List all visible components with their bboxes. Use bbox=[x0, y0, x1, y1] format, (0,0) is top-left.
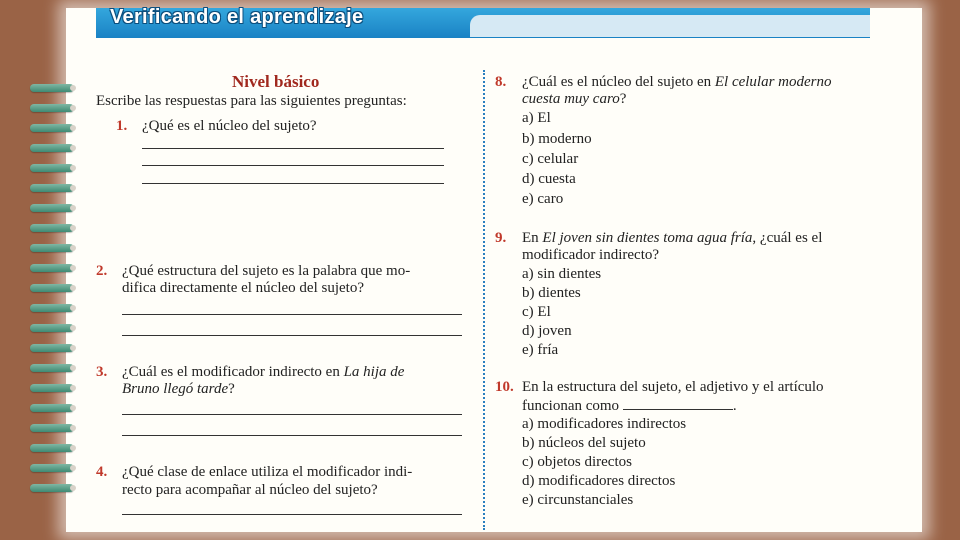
spiral-ring bbox=[30, 164, 74, 172]
header-tab bbox=[470, 15, 870, 37]
question-8-line-1: ¿Cuál es el núcleo del sujeto en El celular moderno bbox=[522, 74, 832, 90]
page-title: Verificando el aprendizaje bbox=[110, 6, 364, 28]
option-item[interactable]: b) núcleos del sujeto bbox=[522, 435, 646, 451]
instruction-text: Escribe las respuestas para las siguientes preguntas: bbox=[96, 93, 407, 109]
spiral-ring bbox=[30, 344, 74, 352]
option-item[interactable]: a) modificadores indirectos bbox=[522, 416, 687, 432]
question-4-line-1: ¿Qué clase de enlace utiliza el modificador indi- bbox=[122, 464, 413, 480]
question-9-number: 9. bbox=[495, 230, 507, 246]
spiral-ring bbox=[30, 404, 74, 412]
spiral-ring bbox=[30, 284, 74, 292]
spiral-ring bbox=[30, 184, 74, 192]
option-item[interactable]: e) caro bbox=[522, 191, 564, 207]
spiral-ring bbox=[30, 384, 74, 392]
spiral-ring bbox=[30, 204, 74, 212]
option-item[interactable]: b) dientes bbox=[522, 285, 581, 301]
question-1-text: ¿Qué es el núcleo del sujeto? bbox=[142, 118, 317, 134]
question-4-line-2: recto para acompañar al núcleo del sujeto? bbox=[122, 482, 378, 498]
spiral-ring bbox=[30, 484, 74, 492]
question-3-number: 3. bbox=[96, 364, 108, 380]
answer-line[interactable] bbox=[142, 165, 444, 166]
option-item[interactable]: a) El bbox=[522, 110, 551, 126]
question-1-number: 1. bbox=[116, 118, 128, 134]
column-divider bbox=[483, 70, 485, 530]
option-item[interactable]: d) joven bbox=[522, 323, 572, 339]
spiral-ring bbox=[30, 364, 74, 372]
answer-line[interactable] bbox=[122, 335, 462, 336]
spiral-ring bbox=[30, 104, 74, 112]
spiral-ring bbox=[30, 304, 74, 312]
question-10-number: 10. bbox=[495, 379, 514, 395]
answer-line[interactable] bbox=[142, 183, 444, 184]
option-item[interactable]: c) El bbox=[522, 304, 551, 320]
spiral-ring bbox=[30, 264, 74, 272]
answer-line[interactable] bbox=[122, 435, 462, 436]
spiral-ring bbox=[30, 144, 74, 152]
option-item[interactable]: b) moderno bbox=[522, 131, 592, 147]
option-item[interactable]: e) circunstanciales bbox=[522, 492, 634, 508]
question-9-line-2: modificador indirecto? bbox=[522, 247, 660, 263]
spiral-ring bbox=[30, 244, 74, 252]
spiral-ring bbox=[30, 444, 74, 452]
question-3-line-1: ¿Cuál es el modificador indirecto en La hija de bbox=[122, 364, 405, 380]
question-10-line-1: En la estructura del sujeto, el adjetivo y el artículo bbox=[522, 379, 824, 395]
notebook-spiral bbox=[30, 70, 76, 510]
option-item[interactable]: d) modificadores directos bbox=[522, 473, 676, 489]
answer-line[interactable] bbox=[122, 314, 462, 315]
fill-in-blank[interactable] bbox=[623, 397, 733, 410]
option-item[interactable]: c) celular bbox=[522, 151, 579, 167]
question-2-line-1: ¿Qué estructura del sujeto es la palabra que mo- bbox=[122, 263, 411, 279]
option-item[interactable]: e) fría bbox=[522, 342, 559, 358]
question-9-line-1: En El joven sin dientes toma agua fría, ¿cuál es el bbox=[522, 230, 823, 246]
question-4-number: 4. bbox=[96, 464, 108, 480]
spiral-ring bbox=[30, 464, 74, 472]
question-3-line-2: Bruno llegó tarde? bbox=[122, 381, 235, 397]
spiral-ring bbox=[30, 124, 74, 132]
spiral-ring bbox=[30, 424, 74, 432]
level-heading: Nivel básico bbox=[232, 72, 320, 91]
question-10-line-2: funcionan como . bbox=[522, 398, 737, 414]
question-2-line-2: difica directamente el núcleo del sujeto? bbox=[122, 280, 364, 296]
answer-line[interactable] bbox=[122, 414, 462, 415]
question-8-number: 8. bbox=[495, 74, 507, 90]
spiral-ring bbox=[30, 224, 74, 232]
option-item[interactable]: c) objetos directos bbox=[522, 454, 632, 470]
spiral-ring bbox=[30, 324, 74, 332]
option-item[interactable]: d) cuesta bbox=[522, 171, 576, 187]
question-2-number: 2. bbox=[96, 263, 108, 279]
spiral-ring bbox=[30, 84, 74, 92]
question-8-line-2: cuesta muy caro? bbox=[522, 91, 627, 107]
answer-line[interactable] bbox=[142, 148, 444, 149]
option-item[interactable]: a) sin dientes bbox=[522, 266, 602, 282]
answer-line[interactable] bbox=[122, 514, 462, 515]
